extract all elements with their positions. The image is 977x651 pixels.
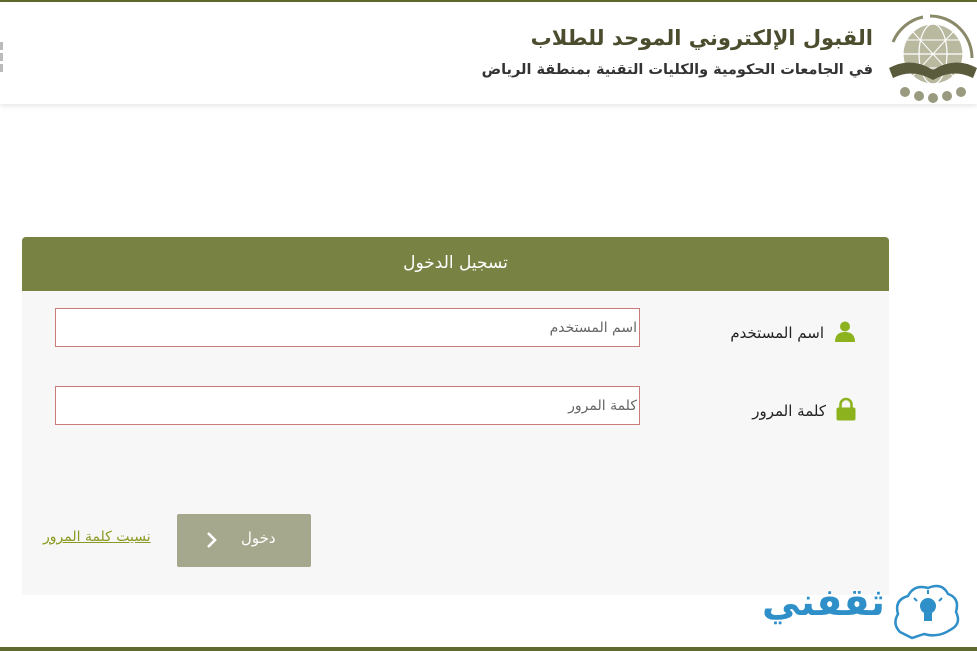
forgot-password-link[interactable]: نسيت كلمة المرور [43,529,151,545]
globe-book-logo-icon [883,12,977,104]
username-label: اسم المستخدم [730,324,824,342]
bottom-border [0,647,977,651]
username-input[interactable] [55,308,640,347]
lock-icon [834,397,858,421]
side-handle [0,42,3,72]
user-icon [833,319,857,343]
login-button[interactable] [177,514,311,567]
login-panel [22,237,889,595]
watermark-logo: ثقفني [762,580,885,624]
chevron-right-icon [205,530,219,550]
site-subtitle: في الجامعات الحكومية والكليات التقنية بمنطقة الرياض [481,62,873,78]
lightbulb-cloud-icon [890,580,962,640]
login-button-label: دخول [241,529,276,547]
password-input[interactable] [55,386,640,425]
password-label: كلمة المرور [752,402,826,420]
site-header [0,2,977,104]
login-heading: تسجيل الدخول [22,237,889,291]
site-title: القبول الإلكتروني الموحد للطلاب [530,26,873,50]
